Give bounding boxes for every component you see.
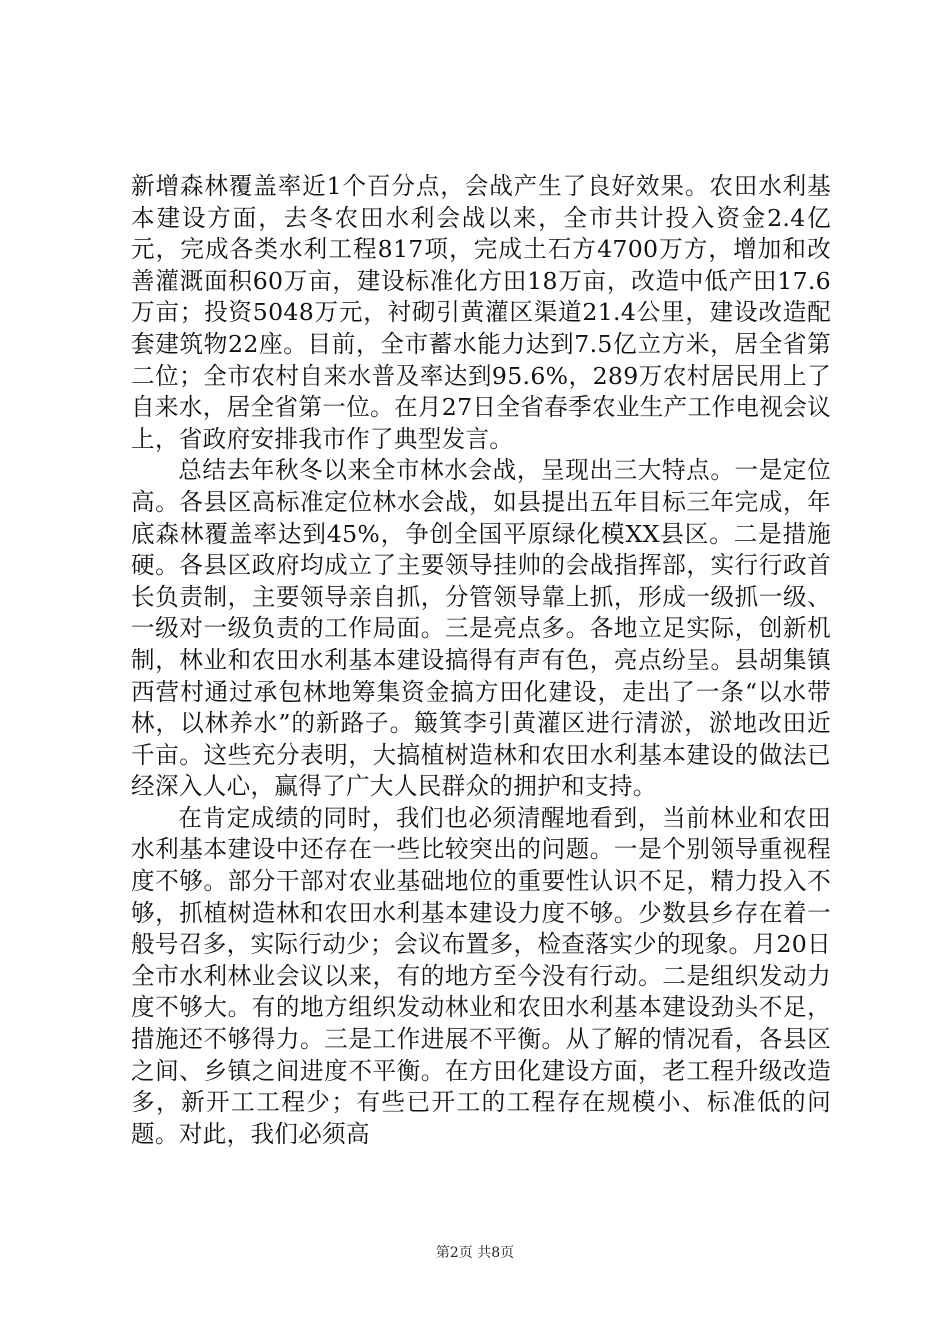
page-number-label: 第2页 共8页 [435,1245,515,1261]
document-body [131,171,831,1150]
paragraph-2: 总结去年秋冬以来全市林水会战，呈现出三大特点。一是定位高。各县区高标准定位林水会战，如县提出五年目标三年完成，年底森林覆盖率达到45%，争创全国平原绿化模XX县区。二是措施硬。各县区政府均成立了主要领导挂帅的会战指挥部，实行行政首长负责制，主要领导亲自抓，分管领导靠上抓，形成一级抓一级、一级对一级负责的工作局面。三是亮点多。各地立足实际，创新机制，林业和农田水利基本建设搞得有声有色，亮点纷呈。县胡集镇西营村通过承包林地筹集资金搞方田化建设，走出了一条“以水带林，以林养水”的新路子。簸箕李引黄灌区进行清淤，淤地改田近千亩。这些充分表明，大搞植树造林和农田水利基本建设的做法已经深入人心，赢得了广大人民群众的拥护和支持。 [131,456,831,801]
paragraph-3: 在肯定成绩的同时，我们也必须清醒地看到，当前林业和农田水利基本建设中还存在一些比较突出的问题。一是个别领导重视程度不够。部分干部对农业基础地位的重要性认识不足，精力投入不够，抓植树造林和农田水利基本建设力度不够。少数县乡存在着一般号召多，实际行动少；会议布置多，检查落实少的现象。月20日全市水利林业会议以来，有的地方至今没有行动。二是组织发动力度不够大。有的地方组织发动林业和农田水利基本建设劲头不足，措施还不够得力。三是工作进展不平衡。从了解的情况看，各县区之间、乡镇之间进度不平衡。在方田化建设方面，老工程升级改造多，新开工工程少；有些已开工的工程存在规模小、标准低的问题。对此，我们必须高 [131,803,831,1148]
paragraph-1: 新增森林覆盖率近1个百分点，会战产生了良好效果。农田水利基本建设方面，去冬农田水利会战以来，全市共计投入资金2.4亿元，完成各类水利工程817项，完成土石方4700万方，增加和改善灌溉面积60万亩，建设标准化方田18万亩，改造中低产田17.6万亩；投资5048万元，衬砌引黄灌区渠道21.4公里，建设改造配套建筑物22座。目前，全市蓄水能力达到7.5亿立方米，居全省第二位；全市农村自来水普及率达到95.6%，289万农村居民用上了自来水，居全省第一位。在月27日全省春季农业生产工作电视会议上，省政府安排我市作了典型发言。 [131,172,831,453]
page-footer [0,1244,950,1262]
